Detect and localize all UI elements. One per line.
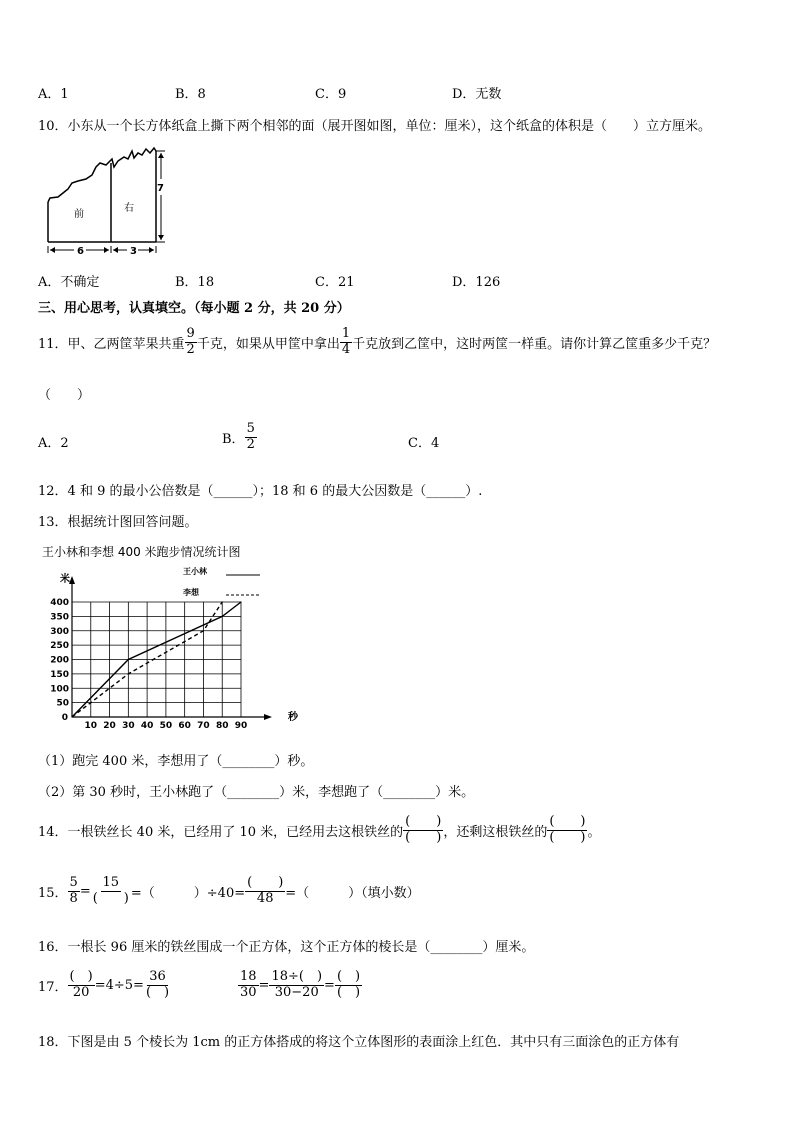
- x-tick-label: 50: [159, 721, 173, 731]
- q11-option-b: B． $\frac{5}{2}$: [222, 421, 255, 452]
- chart-title: 王小林和李想 400 米跑步情况统计图: [42, 545, 241, 559]
- y-tick-label: 150: [50, 669, 69, 680]
- q13-sub1: （1）跑完 400 米，李想用了（________）秒。: [38, 754, 314, 769]
- q17-part1: 17． $\frac{( )}{20}$ =4÷5= $\frac{36}{( )}$: [38, 969, 170, 1000]
- series-point: [128, 673, 129, 674]
- width1-label: 6: [77, 246, 84, 257]
- q14-text: 14．一根铁丝长 40 米，已经用了 10 米，已经用去这根铁丝的 $\frac{( )}{( )}$ ，还剩这根铁丝的 $\frac{( )}{( )}$ 。: [38, 814, 601, 845]
- y-tick-label: 100: [50, 684, 69, 695]
- y-axis-label: 米: [60, 574, 70, 585]
- q10-option-d: D．126: [452, 275, 501, 290]
- x-tick-label: 30: [122, 721, 135, 731]
- q10-option-c: C．21: [315, 275, 355, 290]
- q10-option-a: A．不确定: [38, 275, 100, 290]
- y-tick-label: 250: [50, 641, 69, 652]
- series-point: [203, 630, 204, 631]
- height-label: 7: [157, 183, 164, 194]
- q11-pre: 11．甲、乙两筐苹果共重: [38, 336, 185, 352]
- q9-option-c: C．9: [315, 87, 347, 102]
- torn-edge: [48, 148, 156, 202]
- x-tick-label: 70: [197, 721, 210, 731]
- legend-label-li: 李想: [183, 588, 199, 597]
- running-line-chart: [40, 542, 330, 732]
- q17-frac4: $\frac{18\div( )}{30-20}$: [271, 969, 323, 1000]
- q11-fraction-total: $\frac{9}{2}$: [186, 326, 195, 357]
- q11-option-a: A．2: [38, 436, 69, 451]
- q17-frac1: $\frac{( )}{20}$: [69, 969, 93, 1000]
- q17-part2: $\frac{18}{30}$ = $\frac{18\div( )}{30-20}$ = $\frac{( )}{( )}$: [240, 969, 361, 1000]
- x-tick-label: 90: [234, 721, 248, 731]
- width2-label: 3: [130, 246, 137, 257]
- series-point: [128, 659, 129, 660]
- q18-text: 18．下图是由 5 个棱长为 1cm 的正方体搭成的将这个立体图形的表面涂上红色．其中只有三面涂色的正方体有: [38, 1035, 680, 1050]
- q11-post: 千克放到乙筐中，这时两筐一样重。请你计算乙筐重多少千克？: [352, 336, 717, 352]
- y-tick-label: 350: [50, 612, 69, 623]
- origin-label: 0: [61, 713, 68, 723]
- q11-text: [38, 327, 716, 358]
- q12-text: 12．4 和 9 的最小公倍数是（______）；18 和 6 的最大公因数是（______）.: [38, 484, 483, 499]
- series-point: [222, 616, 223, 617]
- q9-option-a: A．1: [38, 87, 69, 102]
- right-label: 右: [124, 203, 134, 214]
- x-tick-label: 20: [103, 721, 116, 731]
- q17-frac5: $\frac{( )}{( )}$: [336, 969, 361, 1000]
- series-point: [240, 601, 241, 602]
- y-tick-label: 50: [56, 698, 69, 709]
- q17-frac3: $\frac{18}{30}$: [240, 969, 257, 1000]
- q15-text: 15． $\frac{5}{8}$ = $\frac{15}{( )}$ =（ ）÷40= $\frac{( )}{48}$ =（ ）（填小数）: [38, 875, 420, 906]
- x-tick-label: 40: [140, 721, 154, 731]
- legend-label-wang: 王小林: [183, 567, 207, 576]
- series-point: [71, 716, 72, 717]
- section-3-heading: 三、用心思考，认真填空。（每小题 2 分，共 20 分）: [38, 301, 350, 316]
- q14-fraction-left: $\frac{( )}{( )}$: [549, 814, 586, 845]
- q11-option-c: C．4: [408, 436, 440, 451]
- q9-option-d: D．无数: [452, 87, 502, 102]
- series-point: [222, 601, 223, 602]
- x-tick-label: 10: [84, 721, 98, 731]
- q15-frac3: $\frac{( )}{48}$: [247, 875, 284, 906]
- y-tick-label: 300: [50, 626, 69, 637]
- q13-text: 13．根据统计图回答问题。: [38, 515, 198, 530]
- q16-text: 16．一根长 96 厘米的铁丝围成一个正方体，这个正方体的棱长是（________）厘米。: [38, 940, 535, 955]
- q10-text: 10．小东从一个长方体纸盒上撕下两个相邻的面（展开图如图，单位：厘米），这个纸盒的体积是（ ）立方厘米。: [38, 119, 712, 134]
- q11-mid: 千克，如果从甲筐中拿出: [196, 336, 340, 352]
- q15-frac1: $\frac{5}{8}$: [69, 875, 78, 906]
- chart-axes: [69, 576, 272, 720]
- x-axis-label: 秒: [288, 712, 298, 723]
- q14-fraction-used: $\frac{( )}{( )}$: [405, 814, 442, 845]
- x-tick-label: 60: [178, 721, 191, 731]
- q11-option-b-fraction: $\frac{5}{2}$: [246, 421, 255, 452]
- q11-blank: （ ）: [38, 388, 91, 403]
- q11-fraction-moved: $\frac{1}{4}$: [341, 326, 351, 357]
- y-tick-label: 200: [50, 655, 69, 666]
- q15-frac2: $\frac{15}{( )}$: [92, 875, 129, 906]
- q10-net-figure: [38, 145, 168, 260]
- q9-option-b: B．8: [175, 87, 206, 102]
- q17-frac2: $\frac{36}{( )}$: [145, 969, 170, 1000]
- x-axis-arrow: [264, 714, 272, 720]
- y-tick-label: 400: [50, 598, 69, 608]
- q13-sub2: （2）第 30 秒时，王小林跑了（________）米，李想跑了（________）米。: [38, 785, 475, 800]
- q10-option-b: B．18: [175, 275, 215, 290]
- front-label: 前: [74, 209, 84, 220]
- x-tick-label: 80: [215, 721, 229, 731]
